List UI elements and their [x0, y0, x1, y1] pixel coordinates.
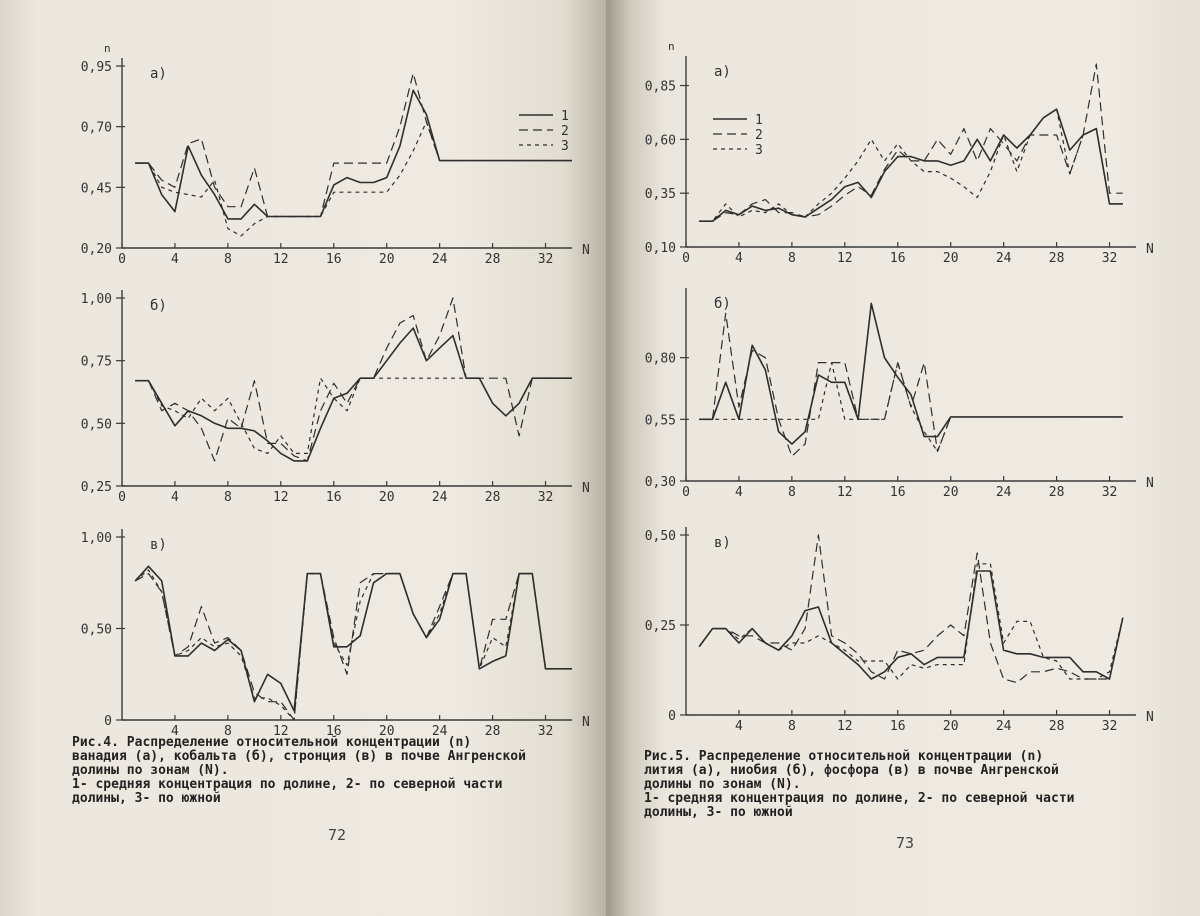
x-tick-label: 4 — [171, 252, 179, 267]
caption-line: лития (а), ниобия (б), фосфора (в) в почве Ангренской — [644, 763, 1059, 778]
series-line-3 — [699, 363, 951, 452]
x-tick-label: 32 — [1101, 719, 1118, 734]
x-tick-label: 16 — [889, 719, 906, 734]
y-tick-label: 0 — [104, 714, 112, 729]
x-tick-label: 16 — [889, 251, 906, 266]
x-tick-label: 8 — [787, 251, 796, 266]
chart-lithium — [606, 0, 1200, 270]
y-tick-label: 0,70 — [80, 120, 112, 136]
x-tick-label: 20 — [942, 251, 959, 266]
y-tick-label: 0,45 — [80, 181, 112, 197]
caption-line: Рис.4. Распределение относительной концентрации (n) — [72, 735, 472, 750]
y-tick-label: 0,10 — [644, 241, 676, 256]
x-tick-label: 32 — [1101, 251, 1118, 266]
x-tick-label: 8 — [787, 485, 796, 500]
y-axis-label: n — [668, 40, 675, 53]
x-tick-label: 12 — [272, 724, 289, 739]
x-tick-label: 4 — [735, 719, 743, 734]
panel-label: в) — [150, 537, 167, 553]
chart-strontium — [0, 510, 606, 750]
x-axis-label: N — [1146, 242, 1154, 257]
series-line-2 — [135, 73, 439, 216]
x-tick-label: 16 — [889, 485, 906, 500]
panel-label: б) — [150, 298, 167, 314]
x-tick-label: 28 — [484, 724, 501, 739]
x-tick-label: 28 — [484, 252, 501, 267]
caption-line: 1- средняя концентрация по долине, 2- по северной части — [72, 777, 503, 792]
x-tick-label: 24 — [431, 490, 448, 505]
chart-vanadium — [0, 0, 606, 280]
x-tick-label: 0 — [682, 251, 690, 266]
series-line-2 — [135, 298, 572, 461]
series-line-1 — [699, 303, 1123, 444]
x-tick-label: 28 — [1048, 251, 1065, 266]
panel-label: а) — [714, 64, 731, 80]
series-line-1 — [135, 90, 572, 219]
x-axis-label: N — [582, 481, 590, 496]
y-tick-label: 0,75 — [80, 354, 112, 370]
x-tick-label: 8 — [223, 490, 232, 505]
legend-label: 2 — [755, 128, 763, 143]
panel-label: в) — [714, 535, 731, 551]
y-tick-label: 0,35 — [644, 187, 676, 203]
y-tick-label: 0,60 — [644, 133, 676, 149]
chart-phosphorus — [606, 505, 1200, 740]
x-tick-label: 16 — [325, 724, 342, 739]
x-tick-label: 24 — [995, 719, 1012, 734]
chart-niobium — [606, 270, 1200, 505]
series-line-2 — [699, 535, 1123, 683]
y-tick-label: 0,50 — [80, 417, 112, 433]
x-tick-label: 4 — [735, 251, 743, 266]
page-number: 73 — [896, 834, 915, 852]
series-line-3 — [699, 564, 1123, 679]
x-tick-label: 32 — [537, 252, 554, 267]
x-tick-label: 24 — [995, 251, 1012, 266]
chart-cobalt — [0, 270, 606, 510]
y-tick-label: 0,80 — [644, 351, 676, 367]
caption-line: ванадия (а), кобальта (б), стронция (в) в почве Ангренской — [72, 749, 526, 764]
x-tick-label: 24 — [431, 252, 448, 267]
caption-line: долины, 3- по южной — [644, 805, 793, 820]
x-axis-label: N — [1146, 710, 1154, 725]
x-tick-label: 24 — [995, 485, 1012, 500]
legend-label: 3 — [561, 139, 569, 154]
series-line-1 — [699, 571, 1123, 679]
x-tick-label: 0 — [118, 490, 126, 505]
x-axis-label: N — [582, 243, 590, 258]
x-tick-label: 28 — [1048, 719, 1065, 734]
x-tick-label: 12 — [272, 490, 289, 505]
x-tick-label: 4 — [171, 490, 179, 505]
x-tick-label: 0 — [118, 252, 126, 267]
y-tick-label: 1,00 — [80, 292, 112, 307]
y-tick-label: 0,25 — [644, 619, 676, 634]
x-tick-label: 20 — [942, 719, 959, 734]
caption-line: долины по зонам (N). — [72, 763, 229, 778]
x-tick-label: 20 — [378, 252, 395, 267]
y-tick-label: 0,30 — [644, 475, 676, 490]
figure-caption — [644, 750, 1074, 820]
x-tick-label: 12 — [272, 252, 289, 267]
x-tick-label: 20 — [378, 724, 395, 739]
x-tick-label: 12 — [836, 485, 853, 500]
series-line-2 — [699, 313, 951, 456]
y-tick-label: 0,25 — [80, 480, 112, 495]
y-tick-label: 0,50 — [644, 529, 676, 544]
x-tick-label: 24 — [431, 724, 448, 739]
x-tick-label: 8 — [223, 252, 232, 267]
x-tick-label: 8 — [787, 719, 796, 734]
x-tick-label: 4 — [171, 724, 179, 739]
legend-label: 1 — [561, 109, 569, 124]
caption-line: Рис.5. Распределение относительной концентрации (n) — [644, 749, 1044, 764]
x-tick-label: 16 — [325, 252, 342, 267]
caption-line: долины, 3- по южной — [72, 791, 221, 806]
x-tick-label: 20 — [942, 485, 959, 500]
x-tick-label: 32 — [537, 490, 554, 505]
y-tick-label: 0,95 — [80, 60, 112, 75]
legend-label: 2 — [561, 124, 569, 139]
x-tick-label: 28 — [484, 490, 501, 505]
figure-caption — [72, 736, 526, 806]
y-tick-label: 0,55 — [644, 413, 676, 429]
x-axis-label: N — [582, 715, 590, 730]
x-axis-label: N — [1146, 476, 1154, 491]
x-tick-label: 32 — [537, 724, 554, 739]
series-line-3 — [135, 570, 572, 720]
y-tick-label: 0 — [668, 709, 676, 724]
y-tick-label: 1,00 — [80, 531, 112, 546]
y-tick-label: 0,50 — [80, 622, 112, 638]
legend-label: 1 — [755, 113, 763, 128]
x-tick-label: 12 — [836, 251, 853, 266]
right-page — [606, 0, 1200, 916]
panel-label: б) — [714, 296, 731, 312]
x-tick-label: 0 — [682, 485, 690, 500]
y-tick-label: 0,85 — [644, 79, 676, 95]
x-tick-label: 20 — [378, 490, 395, 505]
x-tick-label: 8 — [223, 724, 232, 739]
legend-label: 3 — [755, 143, 763, 158]
caption-line: 1- средняя концентрация по долине, 2- по северной части — [644, 791, 1075, 806]
caption-line: долины по зонам (N). — [644, 777, 801, 792]
y-tick-label: 0,20 — [80, 242, 112, 257]
x-tick-label: 28 — [1048, 485, 1065, 500]
panel-label: а) — [150, 66, 167, 82]
y-axis-label: n — [104, 42, 111, 55]
x-tick-label: 16 — [325, 490, 342, 505]
page-number: 72 — [328, 826, 347, 844]
x-tick-label: 32 — [1101, 485, 1118, 500]
x-tick-label: 12 — [836, 719, 853, 734]
x-tick-label: 4 — [735, 485, 743, 500]
